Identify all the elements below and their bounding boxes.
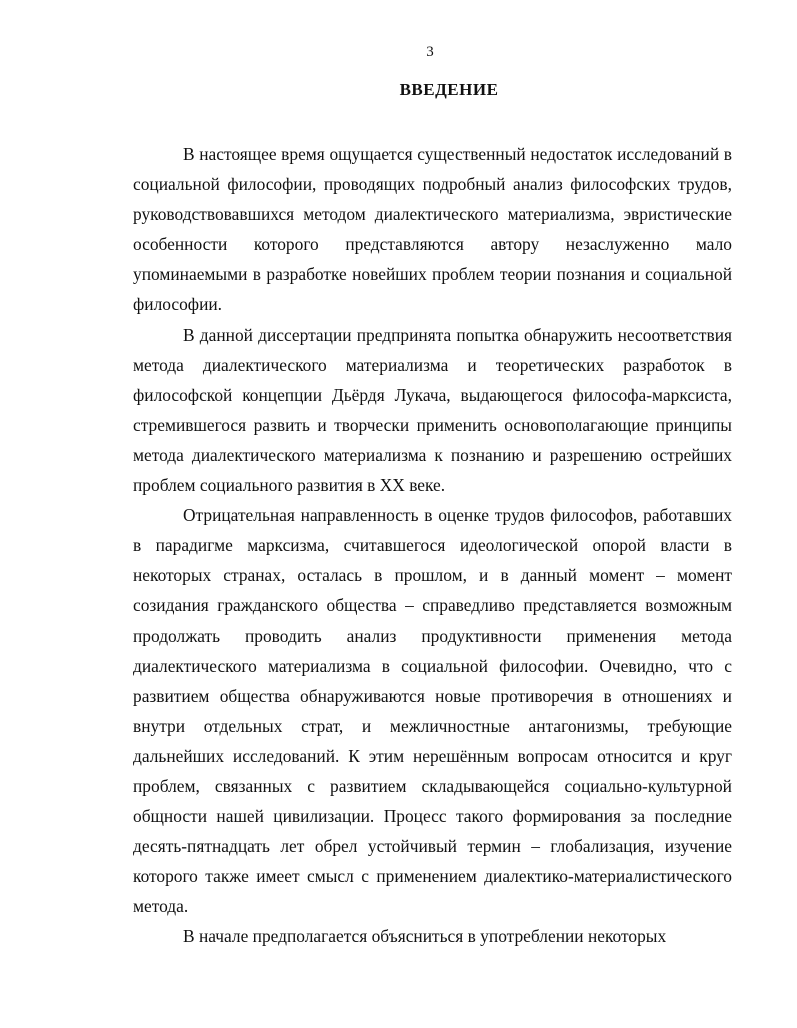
paragraph: В настоящее время ощущается существенный недостаток исследований в социальной философии, проводящих подробный анализ философских трудов, руководствовавшихся методом диалектического материализма, эвристические особенности которого представляются автору незаслуженно мало упоминаемыми в разработке новейших проблем теории познания и социальной философии. <box>133 144 732 315</box>
section-heading: ВВЕДЕНИЕ <box>399 80 499 99</box>
body-text <box>133 139 732 952</box>
paragraph: Отрицательная направленность в оценке трудов философов, работавших в парадигме марксизма, считавшегося идеологической опорой власти в некоторых странах, осталась в прошлом, и в данный момент – момент созидания гражданского общества – справедливо представляется возможным продолжать проводить анализ продуктивности применения метода диалектического материализма в социальной философии. Очевидно, что с развитием общества обнаруживаются новые противоречия в отношениях и внутри отдельных страт, и межличностные антагонизмы, требующие дальнейших исследований. К этим нерешённым вопросам относится и круг проблем, связанных с развитием складывающейся социально-культурной общности нашей цивилизации. Процесс такого формирования за последние десять-пятнадцать лет обрел устойчивый термин – глобализация, изучение которого также имеет смысл с применением диалектико-материалистического метода. <box>133 505 732 917</box>
page-number: 3 <box>426 44 434 60</box>
paragraph: В начале предполагается объясниться в употреблении некоторых <box>183 926 667 947</box>
paragraph: В данной диссертации предпринята попытка обнаружить несоответствия метода диалектического материализма и теоретических разработок в философской концепции Дьёрдя Лукача, выдающегося философа-марксиста, стремившегося развить и творчески применить основополагающие принципы метода диалектического материализма к познанию и разрешению острейших проблем социального развития в XX веке. <box>133 324 732 496</box>
